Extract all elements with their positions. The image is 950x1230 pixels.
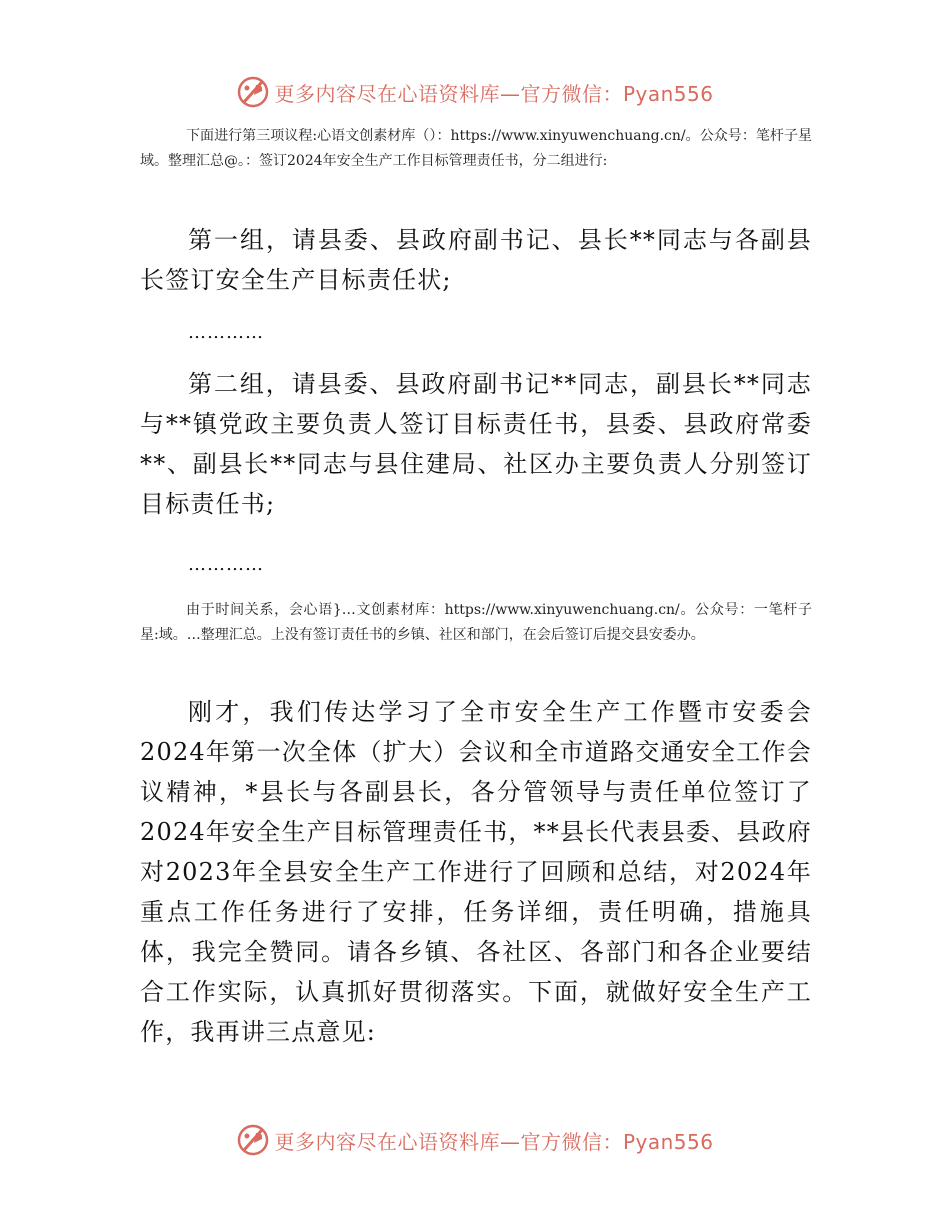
ellipsis-divider: ………… (188, 322, 264, 343)
header-banner (0, 72, 950, 112)
paragraph-group-one: 第一组，请县委、县政府副书记、县长**同志与各副县长签订安全生产目标责任状; (140, 226, 812, 294)
paragraph-agenda: 下面进行第三项议程:心语文创素材库（）：https://www.xinyuwenchuang.cn/。公众号：笔杆子星域。整理汇总@。：签订2024年安全生产工作目标管理责任书，分二组进行: (140, 128, 812, 169)
banner-text: 更多内容尽在心语资料库—官方微信：Pyan556 (274, 81, 714, 106)
paragraph-group-two: 第二组，请县委、县政府副书记**同志，副县长**同志与**镇党政主要负责人签订目标责任书，县委、县政府常委**、副县长**同志与县住建局、社区办主要负责人分别签订目标责任书; (140, 370, 812, 518)
quill-seal-icon (236, 75, 270, 109)
quill-seal-icon (236, 1123, 270, 1157)
footer-banner (0, 1120, 950, 1160)
ellipsis-divider: ………… (188, 554, 264, 575)
banner-text: 更多内容尽在心语资料库—官方微信：Pyan556 (274, 1129, 714, 1154)
paragraph-time-note: 由于时间关系，会心语}…文创素材库：https://www.xinyuwenchuang.cn/。公众号：一笔杆子星:域。…整理汇总。上没有签订责任书的乡镇、社区和部门，在会后签订后提交县安委办。 (140, 602, 812, 643)
paragraph-main-speech: 刚才，我们传达学习了全市安全生产工作暨市安委会2024年第一次全体（扩大）会议和全市道路交通安全工作会议精神，*县长与各副县长，各分管领导与责任单位签订了2024年安全生产目标管理责任书，**县长代表县委、县政府对2023年全县安全生产工作进行了回顾和总结，对2024年重点工作任务进行了安排，任务详细，责任明确，措施具体，我完全赞同。请各乡镇、各社区、各部门和各企业要结合工作实际，认真抓好贯彻落实。下面，就做好安全生产工作，我再讲三点意见: (140, 698, 812, 1046)
